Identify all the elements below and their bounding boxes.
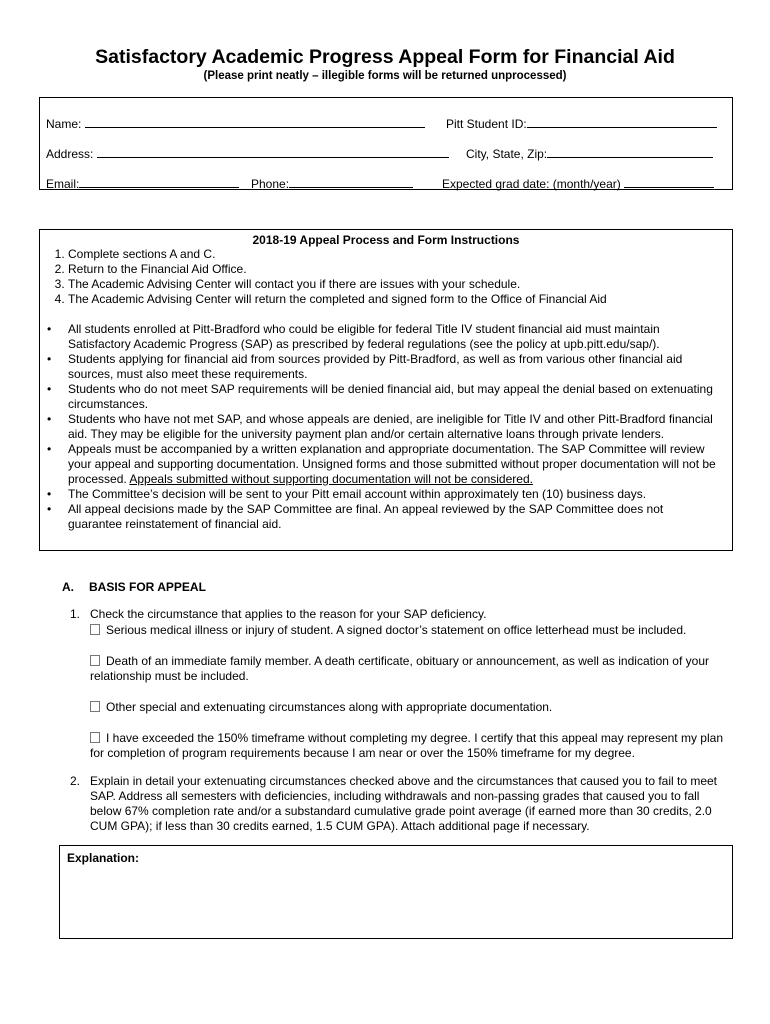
city-state-zip-label: City, State, Zip: bbox=[466, 147, 548, 161]
death-checkbox[interactable] bbox=[90, 655, 100, 666]
grad-date-label: Expected grad date: (month/year) bbox=[442, 177, 621, 191]
option-timeframe bbox=[90, 731, 730, 761]
bullet-item bbox=[47, 382, 718, 412]
bullet-icon: • bbox=[47, 412, 52, 426]
instruction-step: 2. Return to the Financial Aid Office. bbox=[68, 262, 718, 277]
question-2-number: 2. bbox=[70, 774, 81, 788]
student-id-row bbox=[446, 115, 717, 131]
bullet-text: Students applying for financial aid from sources provided by Pitt-Bradford, as well as from various other financial aid sources, must also meet these requirements. bbox=[68, 352, 683, 381]
instruction-bullets bbox=[40, 322, 718, 532]
student-id-label: Pitt Student ID: bbox=[446, 117, 527, 131]
option-text: Other special and extenuating circumstances along with appropriate documentation. bbox=[106, 700, 553, 714]
bullet-item bbox=[47, 487, 718, 502]
personal-info-section bbox=[39, 97, 733, 190]
question-1-text: Check the circumstance that applies to the reason for your SAP deficiency. bbox=[90, 607, 487, 621]
question-2 bbox=[70, 774, 730, 834]
bullet-item bbox=[47, 502, 718, 532]
city-state-zip-field[interactable] bbox=[547, 145, 713, 158]
explanation-box[interactable] bbox=[59, 845, 733, 939]
form-subtitle: (Please print neatly – illegible forms will be returned unprocessed) bbox=[203, 70, 567, 82]
bullet-text: The Committee’s decision will be sent to your Pitt email account within approximately ten (10) business days. bbox=[68, 487, 647, 501]
phone-row bbox=[251, 175, 413, 191]
bullet-underlined-text: Appeals submitted without supporting documentation will not be considered. bbox=[129, 472, 533, 486]
grad-date-row bbox=[442, 175, 714, 191]
email-label: Email: bbox=[46, 177, 80, 191]
question-2-text: Explain in detail your extenuating circumstances checked above and the circumstances that caused you to fail to meet SAP. Address all semesters with deficiencies, including withdrawals and non-passing grades that caused you to fall below 67% completion rate and/or a substandard cumulative grade point average (if earned more than 30 credits, 2.0 CUM GPA); if less than 30 credits earned, 1.5 CUM GPA). Attach additional page if necessary. bbox=[90, 774, 718, 833]
bullet-item bbox=[47, 352, 718, 382]
city-row bbox=[466, 145, 713, 161]
instruction-steps bbox=[40, 247, 718, 307]
timeframe-checkbox[interactable] bbox=[90, 732, 100, 743]
option-text: Serious medical illness or injury of student. A signed doctor’s statement on office letterhead must be included. bbox=[106, 623, 687, 637]
bullet-icon: • bbox=[47, 322, 52, 336]
bullet-icon: • bbox=[47, 487, 52, 501]
form-title: Satisfactory Academic Progress Appeal Form for Financial Aid bbox=[95, 46, 675, 68]
grad-date-field[interactable] bbox=[624, 175, 714, 188]
bullet-item bbox=[47, 412, 718, 442]
bullet-icon: • bbox=[47, 442, 52, 456]
instructions-section bbox=[39, 229, 733, 551]
option-text: I have exceeded the 150% timeframe without completing my degree. I certify that this appeal may represent my plan for completion of program requirements because I am near or over the 150% timeframe for my degree. bbox=[90, 731, 723, 760]
student-id-field[interactable] bbox=[527, 115, 717, 128]
instruction-step: 1. Complete sections A and C. bbox=[68, 247, 718, 262]
instructions-title: 2018-19 Appeal Process and Form Instructions bbox=[252, 233, 520, 247]
email-field[interactable] bbox=[79, 175, 239, 188]
instruction-step: 3. The Academic Advising Center will contact you if there are issues with your schedule. bbox=[68, 277, 718, 292]
bullet-icon: • bbox=[47, 352, 52, 366]
name-row bbox=[46, 115, 425, 131]
address-field[interactable] bbox=[97, 145, 449, 158]
option-death bbox=[90, 654, 730, 684]
bullet-text: All students enrolled at Pitt-Bradford who could be eligible for federal Title IV student financial aid must maintain Satisfactory Academic Progress (SAP) as prescribed by federal regulations (see the policy at upb.pitt.edu/sap/). bbox=[68, 322, 660, 351]
section-a-heading bbox=[62, 580, 206, 594]
name-label: Name: bbox=[46, 117, 82, 131]
phone-label: Phone: bbox=[251, 177, 290, 191]
option-text: Death of an immediate family member. A death certificate, obituary or announcement, as well as indication of your relationship must be included. bbox=[90, 654, 709, 683]
section-a-letter: A. bbox=[62, 580, 74, 594]
bullet-icon: • bbox=[47, 382, 52, 396]
email-row bbox=[46, 175, 239, 191]
instruction-step: 4. The Academic Advising Center will return the completed and signed form to the Office of Financial Aid bbox=[68, 292, 718, 307]
bullet-icon: • bbox=[47, 502, 52, 516]
section-a-title: BASIS FOR APPEAL bbox=[89, 580, 206, 594]
address-row bbox=[46, 145, 449, 161]
option-medical bbox=[90, 623, 730, 638]
explanation-label: Explanation: bbox=[67, 851, 140, 865]
name-field[interactable] bbox=[85, 115, 425, 128]
bullet-text: Students who do not meet SAP requirements will be denied financial aid, but may appeal the denial based on extenuating circumstances. bbox=[68, 382, 713, 411]
question-1-number: 1. bbox=[70, 607, 81, 621]
phone-field[interactable] bbox=[289, 175, 413, 188]
medical-checkbox[interactable] bbox=[90, 624, 100, 635]
question-1 bbox=[70, 607, 730, 622]
other-checkbox[interactable] bbox=[90, 701, 100, 712]
option-other bbox=[90, 700, 730, 715]
address-label: Address: bbox=[46, 147, 94, 161]
bullet-item bbox=[47, 322, 718, 352]
bullet-text: All appeal decisions made by the SAP Committee are final. An appeal reviewed by the SAP Committee does not guarantee reinstatement of financial aid. bbox=[68, 502, 664, 531]
bullet-text: Students who have not met SAP, and whose appeals are denied, are ineligible for Title IV and other Pitt-Bradford financial aid. They may be eligible for the university payment plan and/or certain alternative loans through private lenders. bbox=[68, 412, 713, 441]
bullet-text: Appeals must be accompanied by a written explanation and appropriate documentation. The SAP Committee will review your appeal and supporting documentation. Unsigned forms and those submitted without proper documentation will not be processed. bbox=[68, 442, 716, 486]
bullet-item bbox=[47, 442, 718, 487]
